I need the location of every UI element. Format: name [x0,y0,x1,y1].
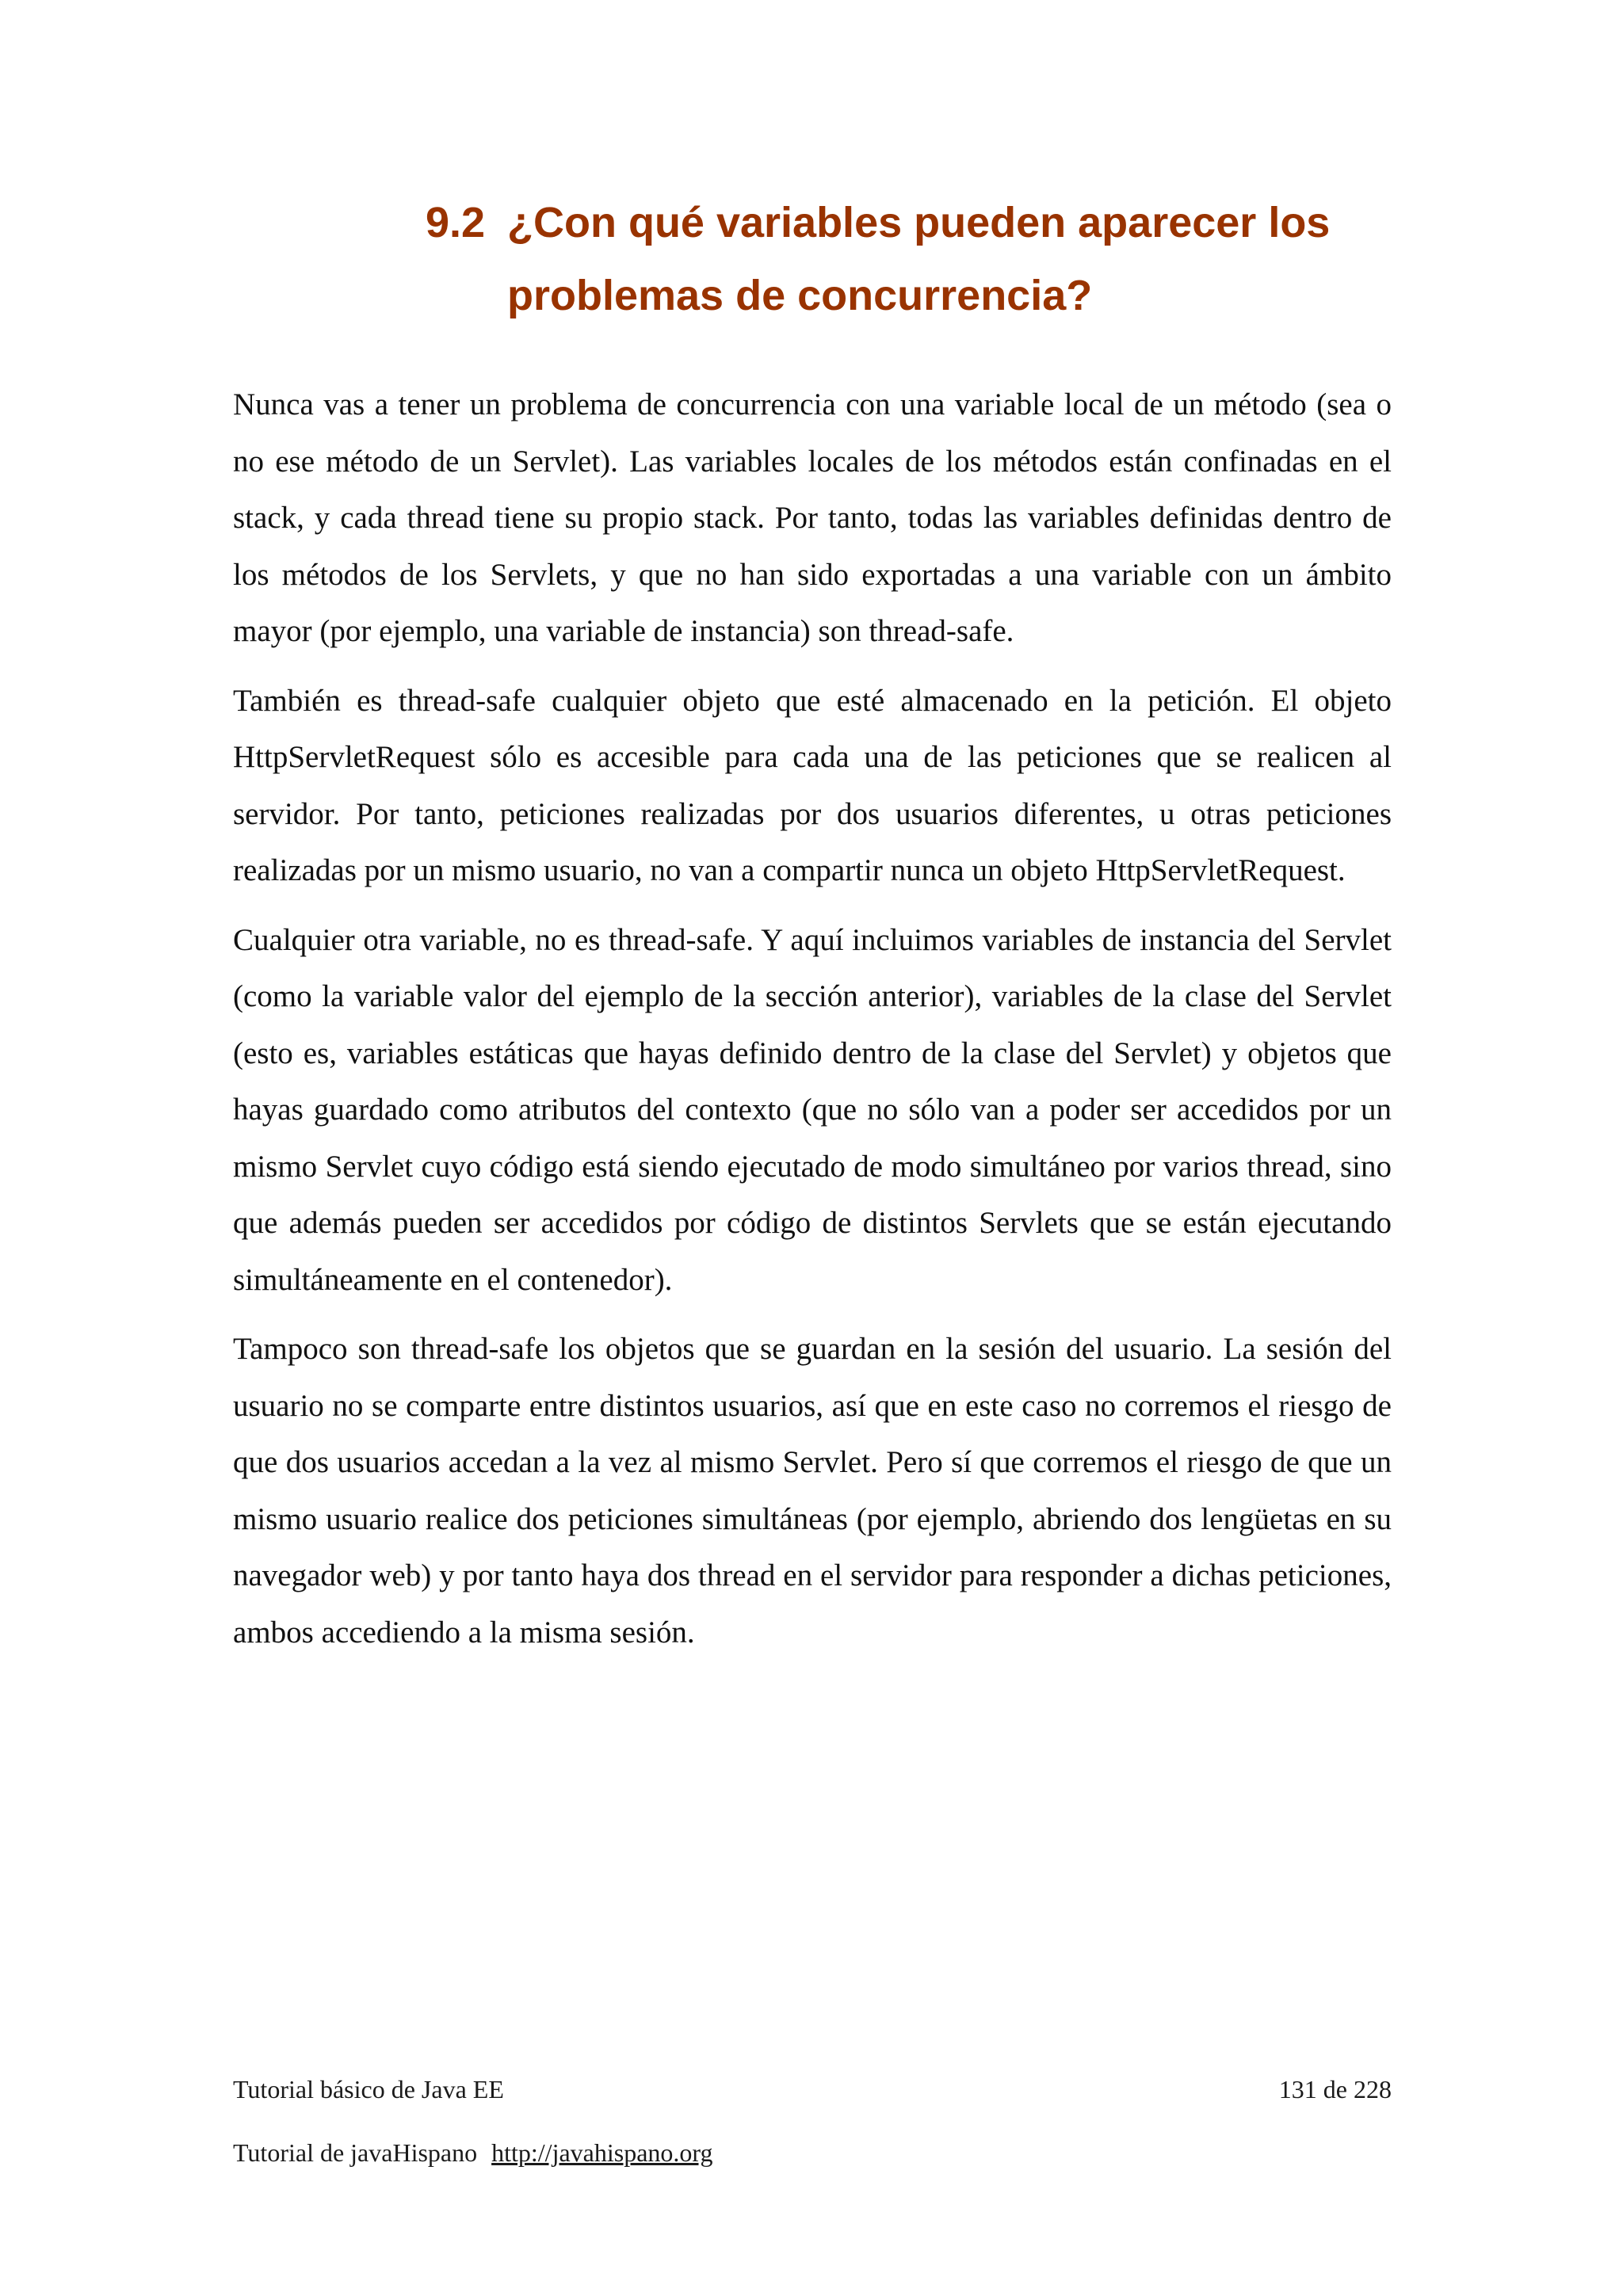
paragraph-session-objects: Tampoco son thread-safe los objetos que se guardan en la sesión del usuario. La sesión del usuario no se comparte entre distintos usuarios, así que en este caso no corremos el riesgo de que dos usuarios accedan a la vez al mismo Servlet. Pero sí que corremos el riesgo de que un mismo usuario realice dos peticiones simultáneas (por ejemplo, abriendo dos lengüetas en su navegador web) y por tanto haya dos thread en el servidor para responder a dichas peticiones, ambos accediendo a la misma sesión. [233,1332,1392,1650]
paragraph-other-variables: Cualquier otra variable, no es thread-safe. Y aquí incluimos variables de instancia del Servlet (como la variable valor del ejemplo de la sección anterior), variables de la clase del Servlet (esto es, variables estáticas que hayas definido dentro de la clase del Servlet) y objetos que hayas guardado como atributos del contexto (que no sólo van a poder ser accedidos por un mismo Servlet cuyo código está siendo ejecutado de modo simultáneo por varios thread, sino que además pueden ser accedidos por código de distintos Servlets que se están ejecutando simultáneamente en el contenedor). [233,922,1392,1297]
footer-publisher-label: Tutorial de javaHispano [233,2138,478,2167]
footer-page-number: 131 de 228 [1278,2075,1392,2103]
footer-url-link[interactable]: http://javahispano.org [491,2138,713,2167]
paragraph-request-objects: También es thread-safe cualquier objeto que esté almacenado en la petición. El objeto HttpServletRequest sólo es accesible para cada una de las peticiones que se realicen al servidor. Por tanto, peticiones realizadas por dos usuarios diferentes, u otras peticiones realizadas por un mismo usuario, no van a compartir nunca un objeto HttpServletRequest. [233,683,1392,887]
paragraph-local-variables: Nunca vas a tener un problema de concurrencia con una variable local de un método (sea o no ese método de un Servlet). Las variables locales de los métodos están confinadas en el stack, y cada thread tiene su propio stack. Por tanto, todas las variables definidas dentro de los métodos de los Servlets, y que no han sido exportadas a una variable con un ámbito mayor (por ejemplo, una variable de instancia) son thread-safe. [233,387,1392,648]
section-title: ¿Con qué variables pueden aparecer los problemas de concurrencia? [507,199,1331,319]
section-number: 9.2 [426,199,486,246]
footer-book-title: Tutorial básico de Java EE [233,2075,504,2103]
body-text [233,376,1392,1673]
footer-publisher [233,2137,712,2168]
